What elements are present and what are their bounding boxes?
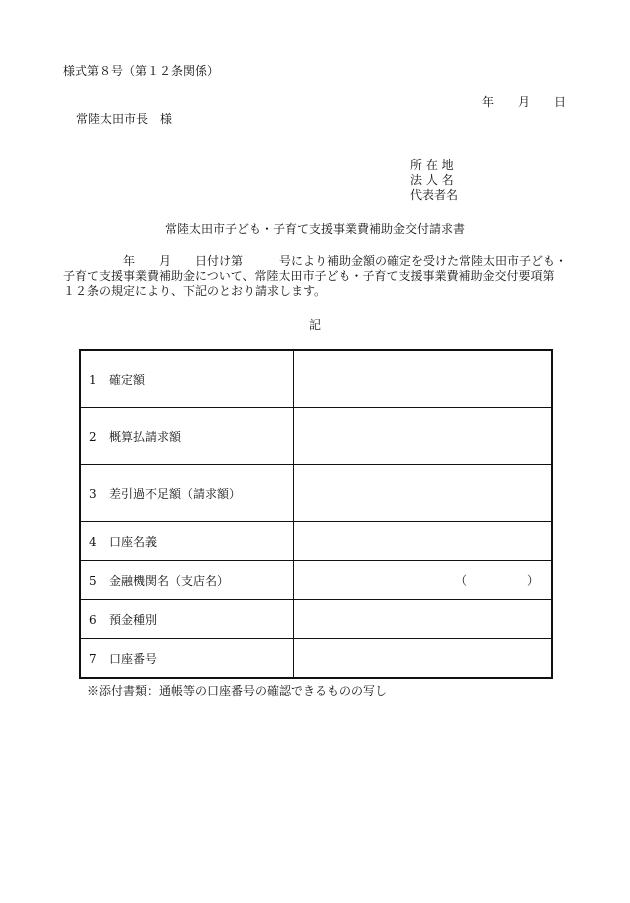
row-label: 概算払請求額	[109, 429, 182, 444]
row-number: 7	[89, 651, 97, 666]
row-number: 3	[89, 486, 97, 501]
table-row	[80, 408, 552, 465]
row-label-cell	[80, 561, 294, 600]
row-label: 預金種別	[109, 612, 158, 627]
branch-name-field[interactable]: （ ）	[454, 573, 539, 588]
row-label: 口座番号	[109, 651, 158, 666]
row-label: 確定額	[109, 372, 146, 387]
row-number: 4	[89, 534, 97, 549]
row-label-cell	[80, 639, 294, 679]
confirmed-amount-field[interactable]	[294, 350, 553, 408]
row-label-cell	[80, 350, 294, 408]
table-row	[80, 639, 552, 679]
table-row	[80, 522, 552, 561]
table-row	[80, 465, 552, 522]
bank-name-field[interactable]	[294, 561, 553, 600]
row-number: 1	[89, 372, 97, 387]
row-label: 金融機関名（支店名）	[109, 573, 230, 588]
applicant-block	[410, 158, 458, 203]
row-number: 2	[89, 429, 97, 444]
body-text	[63, 254, 573, 299]
representative-label: 代表者名	[410, 188, 459, 202]
body-line-1: 年 月 日付け第 号により補助金額の確定を受けた常陸太田市子ども・	[63, 254, 568, 268]
body-line-2: 子育て支援事業費補助金について、常陸太田市子ども・子育て支援事業費補助金交付要項第	[63, 269, 555, 283]
row-label: 差引過不足額（請求額）	[109, 486, 242, 501]
table-row	[80, 350, 552, 408]
row-label-cell	[80, 522, 294, 561]
advance-claim-amount-field[interactable]	[294, 408, 553, 465]
row-label-cell	[80, 600, 294, 639]
row-number: 5	[89, 573, 97, 588]
table-row	[80, 600, 552, 639]
table-row	[80, 561, 552, 600]
form-number: 様式第８号（第１２条関係）	[63, 64, 220, 78]
body-line-3: １２条の規定により、下記のとおり請求します。	[63, 284, 327, 298]
row-label-cell	[80, 408, 294, 465]
date-line: 年 月 日	[482, 95, 567, 109]
deposit-type-field[interactable]	[294, 600, 553, 639]
location-label: 所 在 地	[410, 158, 454, 172]
row-number: 6	[89, 612, 97, 627]
account-holder-field[interactable]	[294, 522, 553, 561]
account-number-field[interactable]	[294, 639, 553, 679]
difference-amount-field[interactable]	[294, 465, 553, 522]
document-title: 常陸太田市子ども・子育て支援事業費補助金交付請求書	[164, 222, 465, 236]
row-label-cell	[80, 465, 294, 522]
ki-heading: 記	[308, 318, 321, 332]
attachment-note: ※添付書類：通帳等の口座番号の確認できるものの写し	[87, 684, 388, 698]
addressee: 常陸太田市長 様	[76, 112, 173, 126]
corporation-label: 法 人 名	[410, 173, 454, 187]
row-label: 口座名義	[109, 534, 158, 549]
claim-table	[79, 349, 553, 679]
